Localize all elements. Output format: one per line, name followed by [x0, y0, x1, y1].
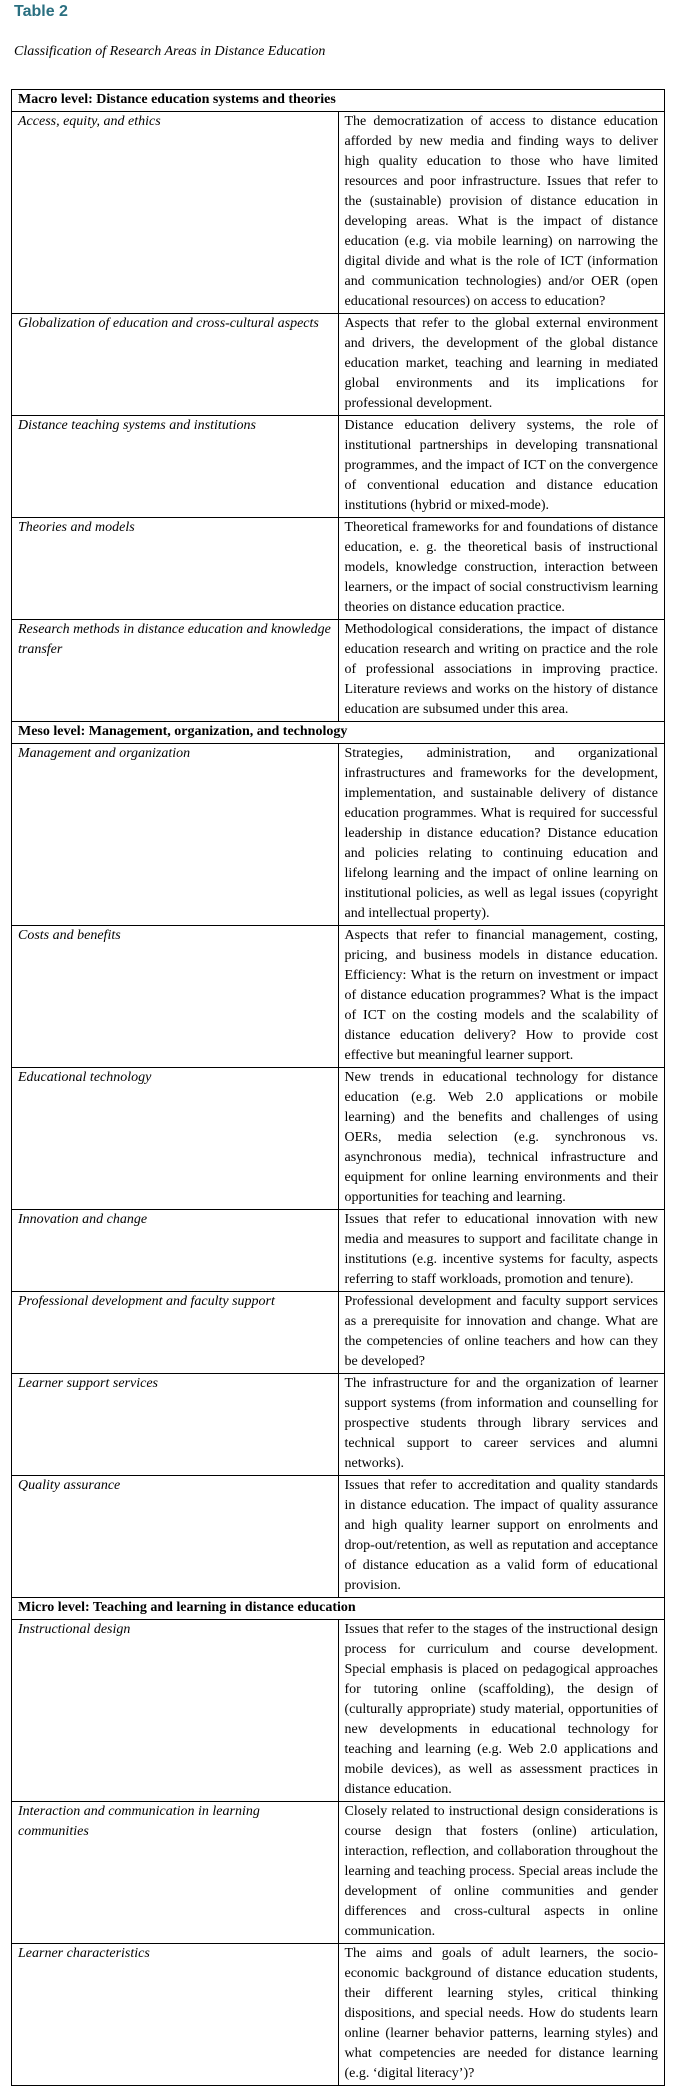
research-area-name: Professional development and faculty support: [12, 1292, 339, 1374]
research-area-description: Issues that refer to the stages of the instructional design process for curriculum and course development. Special emphasis is placed on pedagogical approaches for tutoring online (scaffolding), the design of (culturally appropriate) study material, opportunities of new developments in educational technology for teaching and learning (e.g. Web 2.0 applications and mobile devices), as well as assessment practices in distance education.: [338, 1620, 665, 1802]
table-row: [12, 926, 665, 1068]
research-area-name: Management and organization: [12, 744, 339, 926]
table-row: [12, 518, 665, 620]
research-area-description: Aspects that refer to financial management, costing, pricing, and business models in distance education. Efficiency: What is the return on investment or impact of distance education programmes? What is the impact of ICT on the costing models and the scalability of distance education delivery? How to provide cost effective but meaningful learner support.: [338, 926, 665, 1068]
table-row: [12, 1944, 665, 2086]
research-area-description: New trends in educational technology for distance education (e.g. Web 2.0 applications or mobile learning) and the benefits and challenges of using OERs, media selection (e.g. synchronous vs. asynchronous media), technical infrastructure and equipment for online learning environments and their opportunities for teaching and learning.: [338, 1068, 665, 1210]
research-area-description: The infrastructure for and the organization of learner support systems (from information and counselling for prospective students through library services and technical support to career services and alumni networks).: [338, 1374, 665, 1476]
table-row: [12, 1068, 665, 1210]
research-area-description: Strategies, administration, and organizational infrastructures and frameworks for the development, implementation, and sustainable delivery of distance education programmes. What is required for successful leadership in distance education? Distance education and policies relating to continuing education and lifelong learning and the impact of online learning on institutional policies, as well as legal issues (copyright and intellectual property).: [338, 744, 665, 926]
research-area-description: Issues that refer to accreditation and quality standards in distance education. The impact of quality assurance and high quality learner support on enrolments and drop-out/retention, as well as reputation and acceptance of distance education as a valid form of educational provision.: [338, 1476, 665, 1598]
research-area-name: Innovation and change: [12, 1210, 339, 1292]
research-area-name: Access, equity, and ethics: [12, 112, 339, 314]
research-area-name: Learner characteristics: [12, 1944, 339, 2086]
research-area-name: Theories and models: [12, 518, 339, 620]
table-row: [12, 744, 665, 926]
research-area-name: Educational technology: [12, 1068, 339, 1210]
table-row: [12, 1292, 665, 1374]
table-row: [12, 1476, 665, 1598]
research-area-name: Globalization of education and cross-cultural aspects: [12, 314, 339, 416]
table-row: [12, 416, 665, 518]
research-area-name: Distance teaching systems and institutions: [12, 416, 339, 518]
research-area-description: Distance education delivery systems, the role of institutional partnerships in developing transnational programmes, and the impact of ICT on the convergence of conventional education and distance education institutions (hybrid or mixed-mode).: [338, 416, 665, 518]
table-row: [12, 1802, 665, 1944]
table-number-label: Table 2: [14, 3, 68, 20]
table-caption: Classification of Research Areas in Distance Education: [14, 44, 326, 59]
table-row: [12, 1620, 665, 1802]
table-row: [12, 620, 665, 722]
research-area-description: Theoretical frameworks for and foundations of distance education, e. g. the theoretical basis of instructional models, knowledge construction, interaction between learners, or the impact of social constructivism learning theories on distance education practice.: [338, 518, 665, 620]
level-heading-row: [12, 1598, 665, 1620]
research-area-description: Aspects that refer to the global external environment and drivers, the development of the global distance education market, teaching and learning in mediated global environments and its implications for professional development.: [338, 314, 665, 416]
research-area-name: Costs and benefits: [12, 926, 339, 1068]
level-heading-row: [12, 90, 665, 112]
level-heading: Macro level: Distance education systems and theories: [12, 90, 665, 112]
research-area-description: Professional development and faculty support services as a prerequisite for innovation and change. What are the competencies of online teachers and how can they be developed?: [338, 1292, 665, 1374]
research-area-description: Closely related to instructional design considerations is course design that fosters (online) articulation, interaction, reflection, and collaboration throughout the learning and teaching process. Special areas include the development of online communities and gender differences and cross-cultural aspects in online communication.: [338, 1802, 665, 1944]
research-area-name: Research methods in distance education and knowledge transfer: [12, 620, 339, 722]
research-area-description: The aims and goals of adult learners, the socio-economic background of distance education students, their different learning styles, critical thinking dispositions, and special needs. How do students learn online (learner behavior patterns, learning styles) and what competencies are needed for distance learning (e.g. ‘digital literacy’)?: [338, 1944, 665, 2086]
level-heading: Meso level: Management, organization, and technology: [12, 722, 665, 744]
research-area-description: The democratization of access to distance education afforded by new media and finding ways to deliver high quality education to those who have limited resources and poor infrastructure. Issues that refer to the (sustainable) provision of distance education in developing areas. What is the impact of distance education (e.g. via mobile learning) on narrowing the digital divide and what is the role of ICT (information and communication technologies) and/or OER (open educational resources) on access to education?: [338, 112, 665, 314]
research-area-name: Instructional design: [12, 1620, 339, 1802]
level-heading: Micro level: Teaching and learning in distance education: [12, 1598, 665, 1620]
table-row: [12, 314, 665, 416]
research-area-description: Methodological considerations, the impact of distance education research and writing on practice and the role of professional associations in improving practice. Literature reviews and works on the history of distance education are subsumed under this area.: [338, 620, 665, 722]
research-area-name: Learner support services: [12, 1374, 339, 1476]
table-row: [12, 1210, 665, 1292]
research-area-name: Interaction and communication in learning communities: [12, 1802, 339, 1944]
research-areas-table: [11, 89, 665, 2086]
research-area-description: Issues that refer to educational innovation with new media and measures to support and facilitate change in institutions (e.g. incentive systems for faculty, aspects referring to staff workloads, promotion and tenure).: [338, 1210, 665, 1292]
research-area-name: Quality assurance: [12, 1476, 339, 1598]
level-heading-row: [12, 722, 665, 744]
table-row: [12, 1374, 665, 1476]
table-row: [12, 112, 665, 314]
